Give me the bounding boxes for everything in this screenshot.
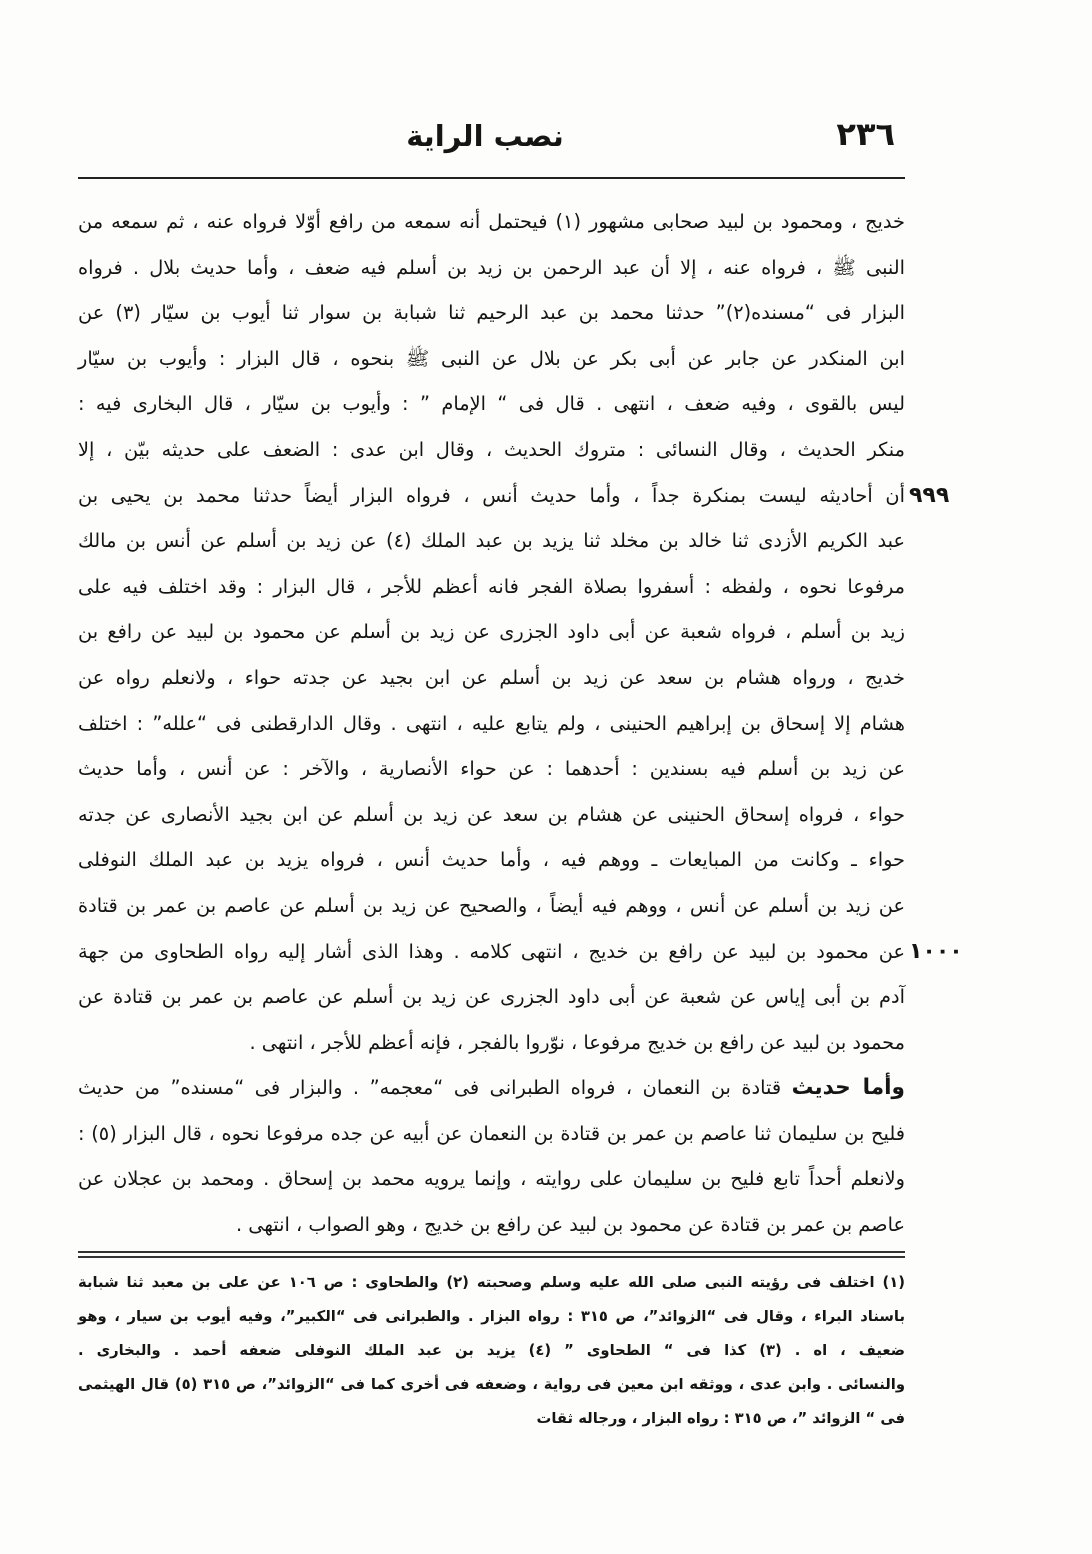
line-text: مرفوعا نحوه ، ولفظه : أسفروا بصلاة الفجر فانه أعظم للأجر ، قال البزار : وقد اختلف فيه على <box>78 574 905 598</box>
footnote-line <box>78 1266 905 1300</box>
text-line <box>78 427 905 473</box>
line-text: عبد الكريم الأزدى ثنا خالد بن مخلد ثنا يزيد بن عبد الملك (٤) عن زيد بن أسلم عن أنس بن مالك <box>78 529 905 553</box>
line-text: فليح بن سليمان ثنا عاصم بن عمر بن قتادة بن النعمان عن أبيه عن جده مرفوعا نحوه ، قال البزار (٥) : <box>78 1121 905 1145</box>
header-rule <box>78 177 905 179</box>
text-line <box>78 746 905 792</box>
text-line <box>78 245 905 291</box>
line-text: ابن المنكدر عن جابر عن أبى بكر عن بلال عن النبى ﷺ بنحوه ، قال البزار : وأيوب بن سيّار <box>78 346 905 370</box>
line-text: عن زيد بن أسلم فيه بسندين : أحدهما : عن حواء الأنصارية ، والآخر : عن أنس ، وأما حديث <box>78 757 905 781</box>
line-text: أن أحاديثه ليست بمنكرة جداً ، وأما حديث أنس ، فرواه البزار أيضاً حدثنا محمد بن يحيى بن <box>78 483 905 507</box>
line-text: منكر الحديث ، وقال النسائى : متروك الحديث ، وقال ابن عدى : الضعف على حديثه بيّن ، إلا <box>78 437 905 461</box>
footnote-text: باسناد البراء ، وقال فى “الزوائد”، ص ٣١٥ : رواه البزار . والطبرانى فى “الكبير”، وفيه أيوب بن سيار ، وهو <box>78 1308 905 1325</box>
section-lead: وأما حديث <box>791 1075 905 1101</box>
footnote-line <box>78 1300 905 1334</box>
footnotes <box>78 1266 905 1436</box>
line-text: خديج ، ومحمود بن لبيد صحابى مشهور (١) فيحتمل أنه سمعه من رافع أوّلا فرواه عنه ، ثم سمعه من <box>78 210 906 233</box>
text-line <box>78 518 905 564</box>
text-line <box>78 1156 905 1202</box>
footnote-line <box>78 1368 905 1402</box>
text-line <box>78 381 905 427</box>
text-line <box>78 655 905 701</box>
text-line <box>78 974 905 1020</box>
text-line <box>78 929 963 975</box>
text-line <box>78 336 905 382</box>
text-line <box>78 199 905 245</box>
footnote-rule <box>78 1256 905 1258</box>
text-line <box>78 1065 905 1111</box>
text-line <box>78 792 905 838</box>
text-line <box>78 1020 905 1066</box>
footnote-rule <box>78 1251 905 1253</box>
running-title: نصب الراية <box>406 119 564 153</box>
text-line <box>78 564 905 610</box>
footnote-text: والنسائى . وابن عدى ، ووثقه ابن معين فى رواية ، وضعفه فى أخرى كما فى “الزوائد”، ص ٣١٥ (٥) قال الهيثمى <box>78 1376 906 1393</box>
footnote-text: ضعيف ، اه . (٣) كذا فى “ الطحاوى ” (٤) يزيد بن عبد الملك النوفلى ضعفه أحمد . والبخارى . <box>78 1342 905 1359</box>
text-line <box>78 701 905 747</box>
page-number: ٢٣٦ <box>836 115 895 153</box>
line-text: زيد بن أسلم ، فرواه شعبة عن أبى داود الجزرى عن زيد بن أسلم عن محمود بن لبيد عن رافع بن <box>78 620 905 644</box>
line-text: ليس بالقوى ، وفيه ضعف ، انتهى . قال فى “ الإمام ” : وأيوب بن سيّار ، قال البخارى فيه : <box>78 392 905 416</box>
text-line <box>78 883 905 929</box>
margin-number: ١٠٠٠ <box>909 938 963 964</box>
line-text: خديج ، ورواه هشام بن سعد عن زيد بن أسلم عن ابن بجيد عن جدته حواء ، ولانعلم رواه عن <box>78 665 905 689</box>
text-line <box>78 473 950 519</box>
footnote-text: (١) اختلف فى رؤيته النبى صلى الله عليه وسلم وصحبته (٢) والطحاوى : ص ١٠٦ عن على بن معبد ثنا شبابة <box>78 1274 905 1291</box>
text-line <box>78 290 905 336</box>
main-text <box>78 199 963 1248</box>
margin-number: ٩٩٩ <box>909 482 950 508</box>
text-line <box>78 609 905 655</box>
line-text: هشام إلا إسحاق بن إبراهيم الحنينى ، ولم يتابع عليه ، انتهى . وقال الدارقطنى فى “علله” : اختلف <box>78 711 905 735</box>
line-text: محمود بن لبيد عن رافع بن خديج مرفوعا ، نوّروا بالفجر ، فإنه أعظم للأجر ، انتهى . <box>249 1030 905 1054</box>
line-text: عاصم بن عمر بن قتادة عن محمود بن لبيد عن رافع بن خديج ، وهو الصواب ، انتهى . <box>236 1213 905 1237</box>
line-text: حواء ـ وكانت من المبايعات ـ ووهم فيه ، وأما حديث أنس ، فرواه يزيد بن عبد الملك النوفلى <box>78 848 905 872</box>
text-line <box>78 837 905 883</box>
line-text: عن محمود بن لبيد عن رافع بن خديج ، انتهى كلامه . وهذا الذى أشار إليه رواه الطحاوى من جهة <box>78 939 905 963</box>
footnote-line <box>78 1402 905 1436</box>
line-text <box>78 1076 905 1099</box>
line-text: النبى ﷺ ، فرواه عنه ، إلا أن عبد الرحمن بن زيد بن أسلم فيه ضعف ، وأما حديث بلال . فرواه <box>78 255 905 279</box>
line-text: البزار فى “مسنده(٢)” حدثنا محمد بن عبد الرحيم ثنا شبابة بن سوار ثنا أيوب بن سيّار (٣) عن <box>78 301 905 325</box>
line-text: ولانعلم أحداً تابع فليح بن سليمان على روايته ، وإنما يرويه محمد بن إسحاق . ومحمد بن عجلان عن <box>78 1167 905 1191</box>
line-text: آدم بن أبى إياس عن شعبة عن أبى داود الجزرى عن زيد بن أسلم عن عاصم بن عمر بن قتادة عن <box>78 985 905 1009</box>
footnote-text: فى “ الزوائد ”، ص ٣١٥ : رواه البزار ، ورجاله ثقات <box>536 1410 905 1427</box>
text-line <box>78 1202 905 1248</box>
line-text: عن زيد بن أسلم عن أنس ، ووهم فيه أيضاً ، والصحيح عن زيد بن أسلم عن عاصم بن عمر بن قتادة <box>78 893 905 917</box>
line-text: حواء ، فرواه إسحاق الحنينى عن هشام بن سعد عن زيد بن أسلم عن ابن بجيد الأنصارى عن جدته <box>78 802 905 826</box>
text-line <box>78 1111 905 1157</box>
line-text-rest: قتادة بن النعمان ، فرواه الطبرانى فى “معجمه” . والبزار فى “مسنده” من حديث <box>78 1076 782 1100</box>
footnote-line <box>78 1334 905 1368</box>
